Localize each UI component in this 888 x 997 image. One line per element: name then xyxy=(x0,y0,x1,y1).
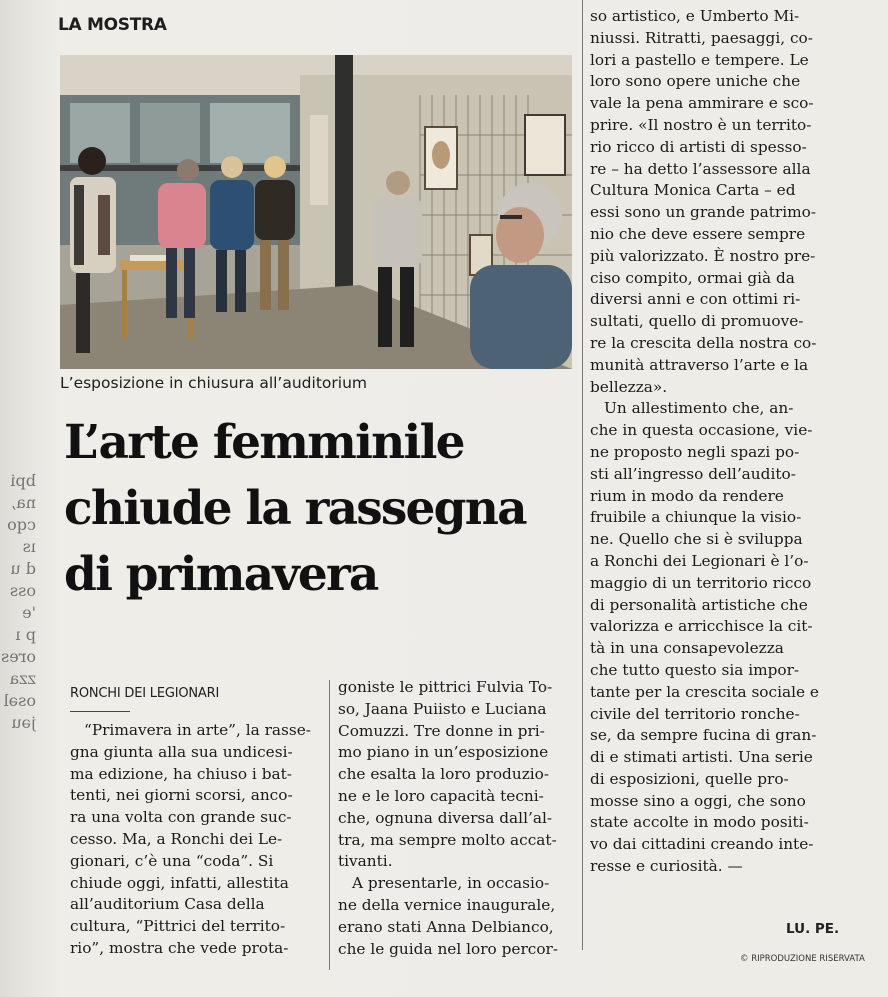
margin-fragment-line: osəl xyxy=(3,691,36,710)
article-photo xyxy=(60,55,572,369)
column-divider xyxy=(329,680,330,970)
margin-fragment-line: d u xyxy=(10,559,36,578)
body-line: lori a pastello e tempere. Le xyxy=(590,50,809,69)
body-line: bellezza». xyxy=(590,377,668,396)
body-line: tà in una consapevolezza xyxy=(590,639,784,658)
body-line: che in questa occasione, vie- xyxy=(590,421,813,440)
body-line: ne proposto negli spazi po- xyxy=(590,442,800,461)
body-line: vale la pena ammirare e sco- xyxy=(590,94,814,113)
margin-fragment-line: jəu xyxy=(11,713,36,732)
body-line: a Ronchi dei Legionari è l’o- xyxy=(590,551,809,570)
body-line: tante per la crescita sociale e xyxy=(590,682,819,701)
body-line: fruibile a chiunque la visio- xyxy=(590,508,802,527)
body-line: Cultura Monica Carta – ed xyxy=(590,181,796,200)
section-label: LA MOSTRA xyxy=(58,15,167,35)
body-line: gionari, c’è una “coda”. Si xyxy=(70,851,274,870)
copyright-notice: © RIPRODUZIONE RISERVATA xyxy=(740,954,865,964)
photo-illustration xyxy=(60,55,572,369)
body-line: erano stati Anna Delbianco, xyxy=(338,917,554,936)
body-line: cultura, “Pittrici del territo- xyxy=(70,917,286,936)
body-line: niussi. Ritratti, paesaggi, co- xyxy=(590,28,813,47)
body-line: che le guida nel loro percor- xyxy=(338,939,559,958)
body-line: mo piano in un’esposizione xyxy=(338,743,549,762)
margin-fragment-line: cqo xyxy=(7,515,36,534)
margin-fragment-line: bpi xyxy=(10,471,36,490)
dateline: RONCHI DEI LEGIONARI xyxy=(70,686,220,701)
headline-line: L’arte femminile xyxy=(64,415,464,470)
body-line: gna giunta alla sua undicesi- xyxy=(70,742,293,761)
margin-fragment-line: oss xyxy=(9,581,36,600)
body-line: chiude oggi, infatti, allestita xyxy=(70,873,289,892)
body-line: A presentarle, in occasio- xyxy=(352,874,550,893)
body-line: rio”, mostra che vede prota- xyxy=(70,938,289,957)
headline-line: di primavera xyxy=(64,547,378,602)
body-line: di e stimati artisti. Una serie xyxy=(590,748,813,767)
body-line: più valorizzato. È nostro pre- xyxy=(590,246,816,265)
dateline-rule xyxy=(70,711,130,712)
body-line: Un allestimento che, an- xyxy=(604,399,794,418)
body-line: mosse sino a oggi, che sono xyxy=(590,791,806,810)
body-line: valorizza e arricchisce la cit- xyxy=(590,617,813,636)
body-column-1 xyxy=(70,720,322,960)
body-line: rio ricco di artisti di spesso- xyxy=(590,137,807,156)
body-line: ne della vernice inaugurale, xyxy=(338,895,556,914)
headline xyxy=(64,410,584,608)
body-line: se, da sempre fucina di gran- xyxy=(590,726,817,745)
body-line: nio che deve essere sempre xyxy=(590,224,806,243)
margin-fragment-line: ıs xyxy=(22,537,36,556)
body-line: tra, ma sempre molto accat- xyxy=(338,830,557,849)
body-line: “Primavera in arte”, la rasse- xyxy=(84,721,311,739)
column-divider xyxy=(582,0,583,950)
byline: LU. PE. xyxy=(786,921,840,937)
body-line: rium in modo da rendere xyxy=(590,486,784,505)
body-line: civile del territorio ronche- xyxy=(590,704,800,723)
body-line: all’auditorium Casa della xyxy=(70,895,265,914)
body-line: Comuzzi. Tre donne in pri- xyxy=(338,721,545,740)
body-line: ma edizione, ha chiuso i bat- xyxy=(70,764,292,783)
body-line: tenti, nei giorni scorsi, anco- xyxy=(70,786,293,805)
body-line: maggio di un territorio ricco xyxy=(590,573,812,592)
body-line: di personalità artistiche che xyxy=(590,595,808,614)
body-line: so artistico, e Umberto Mi- xyxy=(590,7,800,25)
margin-fragment-line: p ı xyxy=(15,625,36,644)
body-line: essi sono un grande patrimo- xyxy=(590,203,816,222)
body-line: prire. «Il nostro è un territo- xyxy=(590,115,812,134)
body-column-3 xyxy=(590,6,848,878)
body-line: ne. Quello che si è sviluppa xyxy=(590,530,803,549)
body-line: cesso. Ma, a Ronchi dei Le- xyxy=(70,829,283,848)
body-line: loro sono opere uniche che xyxy=(590,72,801,91)
body-column-2 xyxy=(338,677,586,960)
margin-fragment-line: 'e xyxy=(22,603,36,622)
margin-fragment-line: na, xyxy=(11,493,36,512)
photo-caption: L’esposizione in chiusura all’auditorium xyxy=(60,374,367,392)
margin-fragment-line: ores xyxy=(1,647,36,666)
body-line: che tutto questo sia impor- xyxy=(590,660,800,679)
margin-fragment-line: zza xyxy=(9,669,36,688)
body-line: sultati, quello di promuove- xyxy=(590,312,804,331)
body-line: goniste le pittrici Fulvia To- xyxy=(338,678,553,696)
body-line: munità attraverso l’arte e la xyxy=(590,355,809,374)
body-line: re la crescita della nostra co- xyxy=(590,333,817,352)
body-line: tivanti. xyxy=(338,852,393,871)
body-line: ne e le loro capacità tecni- xyxy=(338,786,544,805)
body-line: che esalta la loro produzio- xyxy=(338,765,550,784)
body-line: che, ognuna diversa dall’al- xyxy=(338,808,552,827)
body-line: re – ha detto l’assessore alla xyxy=(590,159,811,178)
body-line: di esposizioni, quelle pro- xyxy=(590,769,789,788)
body-line: resse e curiosità. — xyxy=(590,857,743,876)
body-line: sti all’ingresso dell’audito- xyxy=(590,464,796,483)
body-line: vo dai cittadini creando inte- xyxy=(590,835,814,854)
headline-line: chiude la rassegna xyxy=(64,481,526,536)
body-line: ciso compito, ormai già da xyxy=(590,268,795,287)
body-line: ra una volta con grande suc- xyxy=(70,808,292,827)
body-line: state accolte in modo positi- xyxy=(590,813,809,832)
body-line: so, Jaana Puiisto e Luciana xyxy=(338,699,547,718)
body-line: diversi anni e con ottimi ri- xyxy=(590,290,801,309)
